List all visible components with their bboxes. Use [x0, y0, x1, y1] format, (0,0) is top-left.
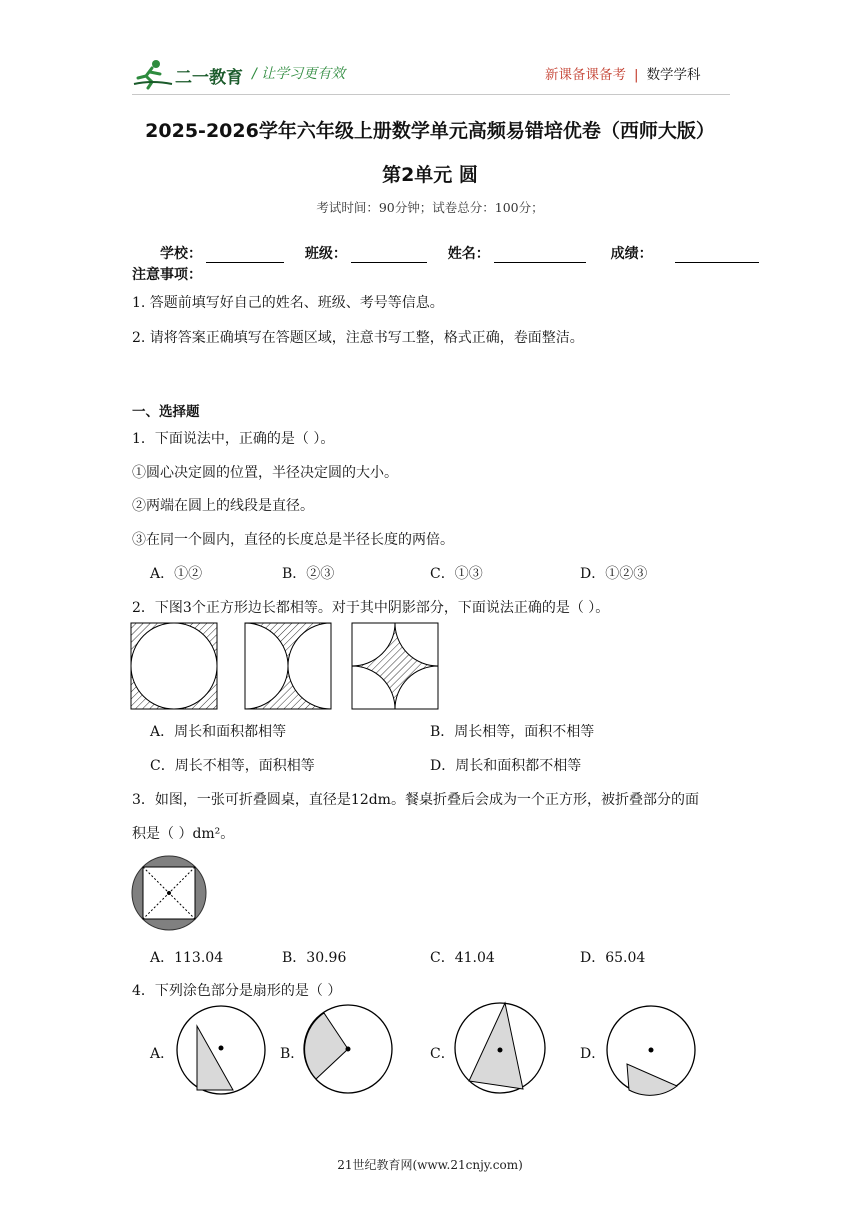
question-3-stem-cont: 积是（ ）dm²。 — [132, 826, 235, 842]
q4-option-a-label[interactable]: A． — [150, 1046, 175, 1062]
school-label: 学校： — [160, 246, 202, 262]
question-1-stem: 1．下面说法中，正确的是（ ）。 — [132, 431, 335, 447]
header-divider — [132, 94, 730, 95]
square-semicircles-figure — [245, 623, 331, 709]
q4-option-c-label[interactable]: C． — [430, 1046, 455, 1062]
page-subtitle: 第2单元 圆 — [382, 164, 478, 186]
exam-meta: 考试时间：90分钟；试卷总分：100分； — [316, 200, 544, 215]
notice-item: 1. 答题前填写好自己的姓名、班级、考号等信息。 — [132, 295, 444, 311]
section-heading: 一、选择题 — [132, 404, 200, 420]
q3-option-d[interactable]: D．65.04 — [580, 950, 646, 966]
score-label: 成绩： — [610, 246, 653, 262]
question-4-stem: 4．下列涂色部分是扇形的是（ ） — [132, 983, 342, 999]
q3-option-b[interactable]: B．30.96 — [282, 950, 347, 966]
q1-option-a[interactable]: A．①② — [150, 566, 203, 582]
header-subject: 数学学科 — [646, 67, 701, 83]
q4-option-c-figure[interactable] — [453, 1001, 547, 1095]
square-quarter-circles-figure — [352, 623, 438, 709]
q1-option-c[interactable]: C．①③ — [430, 566, 483, 582]
q1-statement: ②两端在圆上的线段是直径。 — [132, 498, 314, 514]
header-label: 新课备课备考 — [545, 67, 626, 83]
square-circle-figure — [131, 623, 217, 709]
q4-option-d-label[interactable]: D． — [580, 1046, 606, 1062]
page-footer: 21世纪教育网(www.21cnjy.com) — [337, 1158, 523, 1172]
header-separator: | — [634, 67, 639, 83]
school-field[interactable] — [206, 248, 284, 263]
q2-option-d[interactable]: D．周长和面积都不相等 — [430, 758, 582, 774]
notice-heading: 注意事项： — [132, 267, 202, 283]
q1-statement: ①圆心决定圆的位置，半径决定圆的大小。 — [132, 465, 398, 481]
question-3-stem: 3．如图，一张可折叠圆桌，直径是12dm。餐桌折叠后会成为一个正方形，被折叠部分的面 — [132, 792, 699, 808]
q3-option-c[interactable]: C．41.04 — [430, 950, 495, 966]
class-field[interactable] — [351, 248, 427, 263]
q1-option-b[interactable]: B．②③ — [282, 566, 335, 582]
logo-text: 二一教育 — [175, 68, 243, 88]
header-right — [545, 63, 701, 83]
q1-statement: ③在同一个圆内，直径的长度总是半径长度的两倍。 — [132, 532, 454, 548]
q4-option-b-figure[interactable] — [302, 1003, 394, 1095]
q3-option-a[interactable]: A．113.04 — [150, 950, 224, 966]
score-field[interactable] — [675, 248, 759, 263]
name-label: 姓名： — [447, 246, 490, 262]
q4-option-d-figure[interactable] — [605, 1004, 697, 1096]
class-label: 班级： — [304, 246, 347, 262]
q2-option-a[interactable]: A．周长和面积都相等 — [150, 724, 287, 740]
q4-option-a-figure[interactable] — [175, 1004, 267, 1096]
header-slogan: / 让学习更有效 — [252, 66, 346, 82]
q4-option-b-label[interactable]: B． — [280, 1046, 305, 1062]
name-field[interactable] — [494, 248, 586, 263]
q1-option-d[interactable]: D．①②③ — [580, 566, 648, 582]
notice-item: 2. 请将答案正确填写在答题区域，注意书写工整，格式正确，卷面整洁。 — [132, 330, 584, 346]
q2-option-c[interactable]: C．周长不相等，面积相等 — [150, 758, 315, 774]
q3-folding-table-figure — [130, 854, 208, 932]
q2-figure-squares — [130, 622, 442, 712]
student-info-fields — [160, 243, 775, 263]
question-2-stem: 2．下图3个正方形边长都相等。对于其中阴影部分，下面说法正确的是（ ）。 — [132, 600, 610, 616]
q2-option-b[interactable]: B．周长相等，面积不相等 — [430, 724, 595, 740]
page-title: 2025-2026学年六年级上册数学单元高频易错培优卷（西师大版） — [145, 120, 715, 142]
